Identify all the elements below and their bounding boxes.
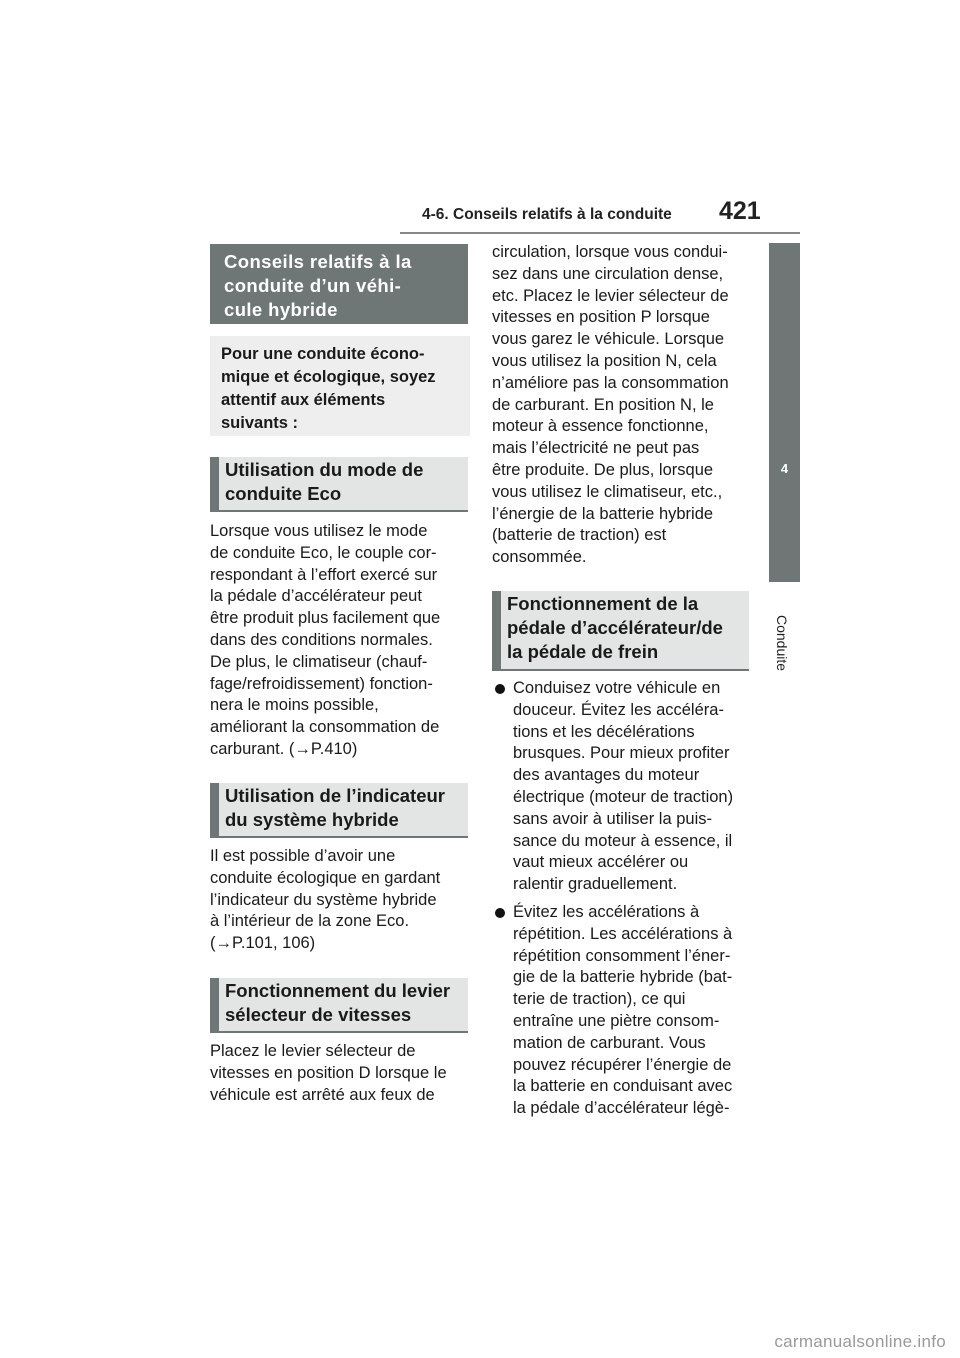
bullet-line: électrique (moteur de traction) bbox=[513, 787, 734, 806]
intro-line: mique et écologique, soyez bbox=[221, 368, 436, 386]
main-title-line: cule hybride bbox=[224, 299, 338, 320]
bullet-line: gie de la batterie hybride (bat- bbox=[513, 968, 733, 987]
body-line: vous utilisez la position N, cela bbox=[492, 351, 717, 370]
body-line: circulation, lorsque vous condui- bbox=[492, 243, 728, 261]
bullet-line: répétition consomment l’éner- bbox=[513, 946, 731, 965]
chapter-label: Conduite bbox=[774, 614, 790, 672]
header-section-title: 4-6. Conseils relatifs à la conduite bbox=[422, 206, 672, 223]
body-line: vitesses en position P lorsque bbox=[492, 308, 710, 327]
intro-line: Pour une conduite écono- bbox=[221, 345, 425, 363]
heading-line: pédale d’accélérateur/de bbox=[507, 617, 723, 638]
heading-line: la pédale de frein bbox=[507, 641, 659, 662]
heading-line: du système hybride bbox=[225, 809, 399, 830]
body-line: améliorant la consommation de bbox=[210, 718, 440, 737]
body-line: la pédale d’accélérateur peut bbox=[210, 587, 422, 606]
header-rule bbox=[400, 232, 800, 234]
body-line: l’indicateur du système hybride bbox=[210, 890, 437, 909]
bullet-line: sance du moteur à essence, il bbox=[513, 831, 733, 850]
main-title-box bbox=[210, 244, 468, 324]
intro-line: suivants : bbox=[221, 414, 299, 432]
bullet-line: mation de carburant. Vous bbox=[513, 1033, 706, 1052]
body-line: être produite. De plus, lorsque bbox=[492, 460, 714, 479]
bullet-line: répétition. Les accélérations à bbox=[513, 924, 733, 943]
section-body-shift-lever bbox=[210, 1041, 472, 1106]
heading-line: Fonctionnement du levier bbox=[225, 980, 451, 1001]
body-line: etc. Placez le levier sélecteur de bbox=[492, 286, 729, 305]
bullet-line: sans avoir à utiliser la puis- bbox=[513, 809, 712, 828]
bullet-line: tions et les décélérations bbox=[513, 722, 695, 741]
heading-line: Fonctionnement de la bbox=[507, 593, 699, 614]
bullet-line: la pédale d’accélérateur légè- bbox=[513, 1099, 730, 1118]
body-line: (→P.101, 106) bbox=[210, 934, 316, 953]
heading-line: Utilisation de l’indicateur bbox=[225, 785, 445, 806]
bullet-line: terie de traction), ce qui bbox=[513, 990, 686, 1009]
bullet-line: pouvez récupérer l’énergie de bbox=[513, 1055, 732, 1074]
body-line: Lorsque vous utilisez le mode bbox=[210, 522, 428, 540]
section-body-shift-lever-continued bbox=[492, 242, 754, 569]
list-item bbox=[492, 902, 754, 1120]
body-line: Il est possible d’avoir une bbox=[210, 847, 396, 865]
watermark[interactable]: carmanualsonline.info bbox=[774, 1332, 946, 1351]
body-line: moteur à essence fonctionne, bbox=[492, 417, 709, 436]
bullet-icon bbox=[495, 908, 505, 918]
bullet-line: des avantages du moteur bbox=[513, 766, 700, 785]
heading-line: conduite Eco bbox=[225, 483, 342, 504]
body-line: sez dans une circulation dense, bbox=[492, 264, 724, 283]
section-heading-shift-lever bbox=[210, 978, 468, 1033]
bullet-line: vaut mieux accélérer ou bbox=[513, 853, 689, 872]
bullet-line: ralentir graduellement. bbox=[513, 875, 678, 894]
section-heading-eco-mode bbox=[210, 457, 468, 512]
section-heading-pedals bbox=[492, 591, 749, 671]
body-line: l’énergie de la batterie hybride bbox=[492, 504, 714, 523]
body-line: consommée. bbox=[492, 548, 587, 567]
body-line: vitesses en position D lorsque le bbox=[210, 1063, 447, 1082]
body-line: carburant. (→P.410) bbox=[210, 739, 358, 758]
body-line: vous utilisez le climatiseur, etc., bbox=[492, 482, 723, 501]
heading-line: Utilisation du mode de bbox=[225, 459, 424, 480]
intro-box bbox=[210, 336, 470, 436]
body-line: Placez le levier sélecteur de bbox=[210, 1042, 416, 1060]
body-line: véhicule est arrêté aux feux de bbox=[210, 1085, 435, 1104]
main-title-line: Conseils relatifs à la bbox=[224, 251, 412, 272]
list-item bbox=[492, 678, 754, 896]
body-line: de conduite Eco, le couple cor- bbox=[210, 543, 437, 562]
bullet-line: brusques. Pour mieux profiter bbox=[513, 744, 730, 763]
section-heading-hybrid-indicator bbox=[210, 783, 468, 838]
body-line: fage/refroidissement) fonction- bbox=[210, 674, 433, 693]
body-line: respondant à l’effort exercé sur bbox=[210, 565, 438, 584]
body-line: De plus, le climatiseur (chauf- bbox=[210, 652, 428, 671]
page-number: 421 bbox=[719, 197, 761, 225]
body-line: conduite écologique en gardant bbox=[210, 868, 441, 887]
chapter-number: 4 bbox=[780, 461, 789, 476]
main-title-line: conduite d’un véhi- bbox=[224, 275, 402, 296]
body-line: dans des conditions normales. bbox=[210, 630, 433, 649]
body-line: à l’intérieur de la zone Eco. bbox=[210, 912, 410, 931]
body-line: être produit plus facilement que bbox=[210, 609, 441, 628]
section-body-eco-mode bbox=[210, 521, 472, 761]
section-body-hybrid-indicator bbox=[210, 846, 472, 955]
body-line: vous garez le véhicule. Lorsque bbox=[492, 330, 725, 349]
body-line: mais l’électricité ne peut pas bbox=[492, 439, 700, 458]
pedals-bullet-list bbox=[492, 678, 754, 1120]
body-line: (batterie de traction) est bbox=[492, 526, 667, 545]
bullet-line: entraîne une piètre consom- bbox=[513, 1011, 720, 1030]
bullet-icon bbox=[495, 684, 505, 694]
body-line: nera le moins possible, bbox=[210, 696, 379, 715]
heading-line: sélecteur de vitesses bbox=[225, 1004, 412, 1025]
body-line: n’améliore pas la consommation bbox=[492, 373, 729, 392]
intro-line: attentif aux éléments bbox=[221, 391, 386, 409]
bullet-line: douceur. Évitez les accéléra- bbox=[513, 700, 724, 719]
bullet-line: Conduisez votre véhicule en bbox=[513, 679, 721, 697]
chapter-tab bbox=[769, 243, 800, 582]
bullet-line: la batterie en conduisant avec bbox=[513, 1077, 733, 1096]
body-line: de carburant. En position N, le bbox=[492, 395, 714, 414]
bullet-line: Évitez les accélérations à bbox=[513, 902, 700, 921]
